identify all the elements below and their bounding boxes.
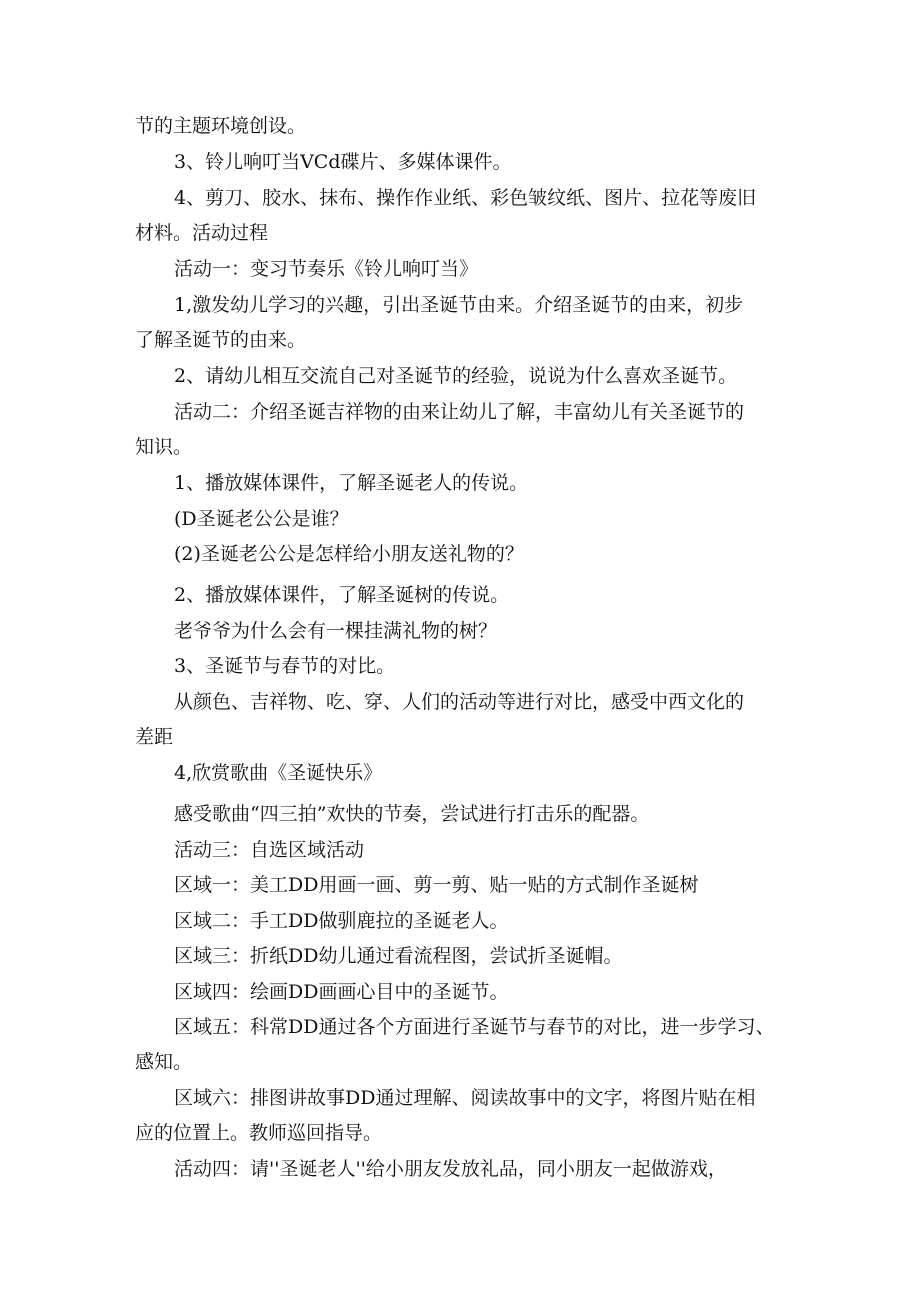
text-line: 活动一：变习节奏乐《铃儿响叮当》 (174, 258, 479, 280)
text-line: 了解圣诞节的由来。 (135, 329, 307, 351)
text-line: 区域一：美工DD用画一画、剪一剪、贴一贴的方式制作圣诞树 (174, 874, 699, 896)
text-line: 3、铃儿响叮当VCd碟片、多媒体课件。 (174, 151, 512, 173)
text-line: 4,欣赏歌曲《圣诞快乐》 (174, 762, 383, 784)
text-line: (2)圣诞老公公是怎样给小朋友送礼物的？ (174, 543, 524, 565)
text-line: 感知。 (135, 1051, 193, 1073)
text-line: 4、剪刀、胶水、抹布、操作作业纸、彩色皱纹纸、图片、拉花等废旧 (174, 187, 757, 209)
text-line: 3、圣诞节与春节的对比。 (174, 655, 396, 677)
text-line: 应的位置上。教师巡回指导。 (135, 1122, 383, 1144)
text-line: 1、播放媒体课件，了解圣诞老人的传说。 (174, 472, 529, 494)
text-line: 1,激发幼儿学习的兴趣，引出圣诞节由来。介绍圣诞节的由来，初步 (174, 294, 744, 316)
text-line: 知识。 (135, 436, 193, 458)
text-line: 材料。活动过程 (135, 222, 269, 244)
text-line: 区域三：折纸DD幼儿通过看流程图，尝试折圣诞帽。 (174, 945, 623, 967)
text-line: 活动二：介绍圣诞吉祥物的由来让幼儿了解，丰富幼儿有关圣诞节的 (174, 401, 745, 423)
text-line: 活动三：自选区域活动 (174, 839, 365, 861)
text-line: 区域四：绘画DD画画心目中的圣诞节。 (174, 981, 509, 1003)
text-line: 区域五：科常DD通过各个方面进行圣诞节与春节的对比，进一步学习、 (174, 1016, 775, 1038)
text-line: 节的主题环境创设。 (135, 115, 307, 137)
text-line: 感受歌曲“四三拍”欢快的节奏，尝试进行打击乐的配器。 (174, 803, 650, 825)
text-line: 2、请幼儿相互交流自己对圣诞节的经验，说说为什么喜欢圣诞节。 (174, 365, 738, 387)
text-line: 从颜色、吉祥物、吃、穿、人们的活动等进行对比，感受中西文化的 (174, 691, 745, 713)
text-line: 老爷爷为什么会有一棵挂满礼物的树？ (174, 620, 498, 642)
text-line: (D圣诞老公公是谁？ (174, 508, 349, 530)
text-line: 活动四：请''圣诞老人''给小朋友发放礼品，同小朋友一起做游戏， (174, 1158, 727, 1180)
text-line: 区域六：排图讲故事DD通过理解、阅读故事中的文字，将图片贴在相 (174, 1087, 756, 1109)
text-line: 差距 (135, 726, 174, 748)
text-line: 2、播放媒体课件，了解圣诞树的传说。 (174, 584, 510, 606)
text-line: 区域二：手工DD做驯鹿拉的圣诞老人。 (174, 910, 509, 932)
